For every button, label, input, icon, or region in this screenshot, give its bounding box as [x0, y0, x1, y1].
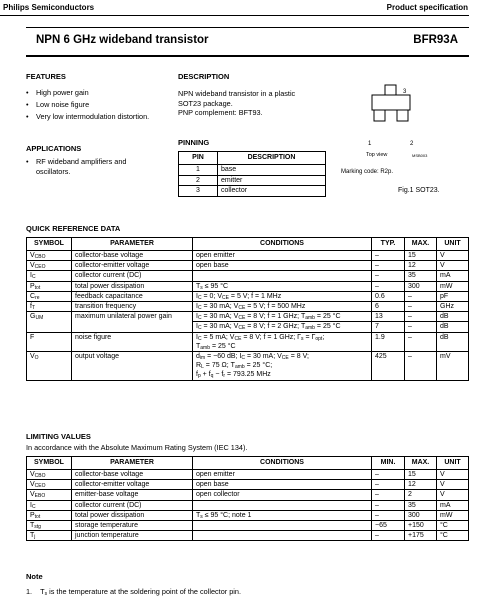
max: –	[405, 332, 437, 351]
param: storage temperature	[72, 521, 193, 531]
col-header: SYMBOL	[27, 457, 72, 470]
list-item: • High power gain	[26, 87, 176, 99]
param: junction temperature	[72, 531, 193, 541]
unit: dB	[437, 312, 469, 322]
symbol: $T_{stg}$	[27, 521, 72, 531]
table-row	[179, 165, 326, 176]
note-body: is the temperature at the soldering point of the collector pin.	[47, 587, 241, 596]
symbol: $I_C$	[27, 500, 72, 510]
list-item: • RF wideband amplifiers and oscillators.	[26, 157, 156, 177]
max: 300	[405, 281, 437, 291]
symbol: $f_T$	[27, 302, 72, 312]
param: collector current (DC)	[72, 271, 193, 281]
company-name: Philips Semiconductors	[3, 3, 95, 12]
min: –	[372, 510, 405, 520]
cond: $I_C = 30$ mA; $V_{CE} = 8$ V; f = 1 GHz; $T_{amb} = 25$ °C	[193, 312, 372, 322]
symbol: $T_j$	[27, 531, 72, 541]
cond: open base	[193, 261, 372, 271]
max: –	[405, 322, 437, 332]
param: collector-emitter voltage	[72, 480, 193, 490]
cond: $I_C = 30$ mA; $V_{CE} = 8$ V; f = 2 GHz; $T_{amb} = 25$ °C	[193, 322, 372, 332]
max: 12	[405, 261, 437, 271]
symbol: $V_{EBO}$	[27, 490, 72, 500]
title-rule-bottom	[26, 55, 469, 57]
note-heading: Note	[26, 572, 43, 581]
cond: $I_C = 30$ mA; $V_{CE} = 5$ V; f = 500 MHz	[193, 302, 372, 312]
table-row	[27, 312, 469, 322]
cond: $d_{im} = -60$ dB; $I_C = 30$ mA; $V_{CE} = 8$ V; $R_L = 75$ Ω; $T_{amb} = 25$ °C; $f_p + f_q - f_r = 793.25$ MHz	[193, 352, 372, 381]
typ: –	[372, 271, 405, 281]
table-row	[27, 531, 469, 541]
note-text: 1. $T_s$ is the temperature at the soldering point of the collector pin.	[26, 587, 241, 597]
table-row	[27, 521, 469, 531]
pin1-label: 1	[368, 141, 372, 147]
note-number: 1.	[26, 587, 33, 596]
list-item: • Low noise figure	[26, 99, 176, 111]
param: noise figure	[72, 332, 193, 351]
max: 15	[405, 251, 437, 261]
cond: open emitter	[193, 470, 372, 480]
table-row	[179, 175, 326, 186]
table-row	[27, 352, 469, 381]
max: –	[405, 312, 437, 322]
pin2-label: 2	[410, 141, 414, 147]
figure-caption: Fig.1 SOT23.	[398, 187, 440, 194]
min: –	[372, 531, 405, 541]
table-row	[27, 510, 469, 520]
table-row	[27, 251, 469, 261]
table-row	[27, 261, 469, 271]
features-list	[26, 87, 176, 123]
limiting-values-intro: In accordance with the Absolute Maximum Rating System (IEC 134).	[26, 443, 248, 452]
pinning-heading: PINNING	[178, 138, 210, 147]
col-header: MAX.	[405, 238, 437, 251]
param: collector current (DC)	[72, 500, 193, 510]
min: –	[372, 500, 405, 510]
cond: $I_C = 0$; $V_{CE} = 5$ V; f = 1 MHz	[193, 291, 372, 301]
limiting-values-table	[26, 456, 469, 541]
max: 300	[405, 510, 437, 520]
top-view-label: Top view	[366, 152, 388, 158]
symbol: $G_{UM}$	[27, 312, 72, 332]
pin-desc: base	[218, 165, 326, 176]
description-line: NPN wideband transistor in a plastic	[178, 89, 296, 98]
max: +150	[405, 521, 437, 531]
unit: mA	[437, 500, 469, 510]
pin-desc: emitter	[218, 175, 326, 186]
pin-number: 1	[179, 165, 218, 176]
max: 15	[405, 470, 437, 480]
max: –	[405, 291, 437, 301]
typ: 13	[372, 312, 405, 322]
unit: V	[437, 251, 469, 261]
page-title: NPN 6 GHz wideband transistor	[36, 34, 209, 46]
cond	[193, 500, 372, 510]
table-row	[27, 480, 469, 490]
min: –	[372, 480, 405, 490]
sot23-package-diagram	[340, 74, 470, 160]
symbol: $P_{tot}$	[27, 281, 72, 291]
param: total power dissipation	[72, 281, 193, 291]
typ: 6	[372, 302, 405, 312]
description-text	[178, 89, 295, 118]
param: maximum unilateral power gain	[72, 312, 193, 332]
table-row	[27, 291, 469, 301]
table-row	[27, 271, 469, 281]
max: –	[405, 302, 437, 312]
max: –	[405, 352, 437, 381]
quick-reference-table	[26, 237, 469, 381]
unit: °C	[437, 531, 469, 541]
param: collector-base voltage	[72, 470, 193, 480]
typ: 7	[372, 322, 405, 332]
col-header: PARAMETER	[72, 457, 193, 470]
table-row	[27, 302, 469, 312]
pin-number: 3	[179, 186, 218, 197]
unit: V	[437, 480, 469, 490]
symbol: $V_{CBO}$	[27, 251, 72, 261]
cond	[193, 521, 372, 531]
typ: 425	[372, 352, 405, 381]
limiting-values-heading: LIMITING VALUES	[26, 432, 91, 441]
min: −65	[372, 521, 405, 531]
unit: mV	[437, 352, 469, 381]
table-row	[27, 281, 469, 291]
header-rule	[0, 15, 469, 16]
cond: open base	[193, 480, 372, 490]
max: 35	[405, 500, 437, 510]
unit: GHz	[437, 302, 469, 312]
col-header: UNIT	[437, 238, 469, 251]
cond: open collector	[193, 490, 372, 500]
param: collector-base voltage	[72, 251, 193, 261]
max: 12	[405, 480, 437, 490]
unit: mW	[437, 510, 469, 520]
unit: V	[437, 470, 469, 480]
pin-col-header: PIN	[179, 152, 218, 165]
col-header: MAX.	[405, 457, 437, 470]
figure-code: MSB003	[412, 153, 428, 158]
col-header: TYP.	[372, 238, 405, 251]
col-header: PARAMETER	[72, 238, 193, 251]
unit: mW	[437, 281, 469, 291]
cond	[193, 531, 372, 541]
min: –	[372, 470, 405, 480]
unit: °C	[437, 521, 469, 531]
table-row	[179, 186, 326, 197]
qrd-heading: QUICK REFERENCE DATA	[26, 224, 121, 233]
table-row	[27, 332, 469, 351]
max: 35	[405, 271, 437, 281]
symbol: $I_C$	[27, 271, 72, 281]
unit: V	[437, 261, 469, 271]
symbol: $C_{re}$	[27, 291, 72, 301]
table-row	[27, 500, 469, 510]
symbol: $V_O$	[27, 352, 72, 381]
applications-list	[26, 157, 156, 177]
symbol: $V_{CEO}$	[27, 261, 72, 271]
title-rule-top	[26, 27, 469, 28]
table-row	[27, 490, 469, 500]
col-header: UNIT	[437, 457, 469, 470]
typ: 1.9	[372, 332, 405, 351]
max: 2	[405, 490, 437, 500]
pin-desc: collector	[218, 186, 326, 197]
max: +175	[405, 531, 437, 541]
unit: V	[437, 490, 469, 500]
symbol: F	[27, 332, 72, 351]
param: emitter-base voltage	[72, 490, 193, 500]
typ: –	[372, 281, 405, 291]
description-line: PNP complement: BFT93.	[178, 108, 263, 118]
description-line: SOT23 package.	[178, 98, 233, 108]
col-header: CONDITIONS	[193, 238, 372, 251]
unit: dB	[437, 322, 469, 332]
cond: $I_C = 5$ mA; $V_{CE} = 8$ V; f = 1 GHz; $\Gamma_s = \Gamma_{opt}$; $T_{amb} = 25$ °C	[193, 332, 372, 351]
marking-code: Marking code: R2p.	[341, 169, 394, 175]
param: transition frequency	[72, 302, 193, 312]
pinning-table	[178, 151, 326, 197]
part-number: BFR93A	[413, 34, 458, 46]
unit: dB	[437, 332, 469, 351]
typ: –	[372, 261, 405, 271]
symbol: $V_{CEO}$	[27, 480, 72, 490]
desc-col-header: DESCRIPTION	[218, 152, 326, 165]
unit: pF	[437, 291, 469, 301]
symbol: $V_{CBO}$	[27, 470, 72, 480]
typ: 0.6	[372, 291, 405, 301]
param: feedback capacitance	[72, 291, 193, 301]
applications-heading: APPLICATIONS	[26, 144, 82, 153]
cond	[193, 271, 372, 281]
features-heading: FEATURES	[26, 72, 66, 81]
cond: $T_s \le 95$ °C; note 1	[193, 510, 372, 520]
description-heading: DESCRIPTION	[178, 72, 230, 81]
symbol: $P_{tot}$	[27, 510, 72, 520]
min: –	[372, 490, 405, 500]
list-item: • Very low intermodulation distortion.	[26, 111, 176, 123]
param: output voltage	[72, 352, 193, 381]
col-header: SYMBOL	[27, 238, 72, 251]
param: total power dissipation	[72, 510, 193, 520]
cond: $T_s \le 95$ °C	[193, 281, 372, 291]
table-row	[27, 470, 469, 480]
unit: mA	[437, 271, 469, 281]
cond: open emitter	[193, 251, 372, 261]
doc-type: Product specification	[386, 3, 468, 12]
col-header: MIN.	[372, 457, 405, 470]
pin3-label: 3	[403, 89, 407, 95]
col-header: CONDITIONS	[193, 457, 372, 470]
typ: –	[372, 251, 405, 261]
pin-number: 2	[179, 175, 218, 186]
param: collector-emitter voltage	[72, 261, 193, 271]
